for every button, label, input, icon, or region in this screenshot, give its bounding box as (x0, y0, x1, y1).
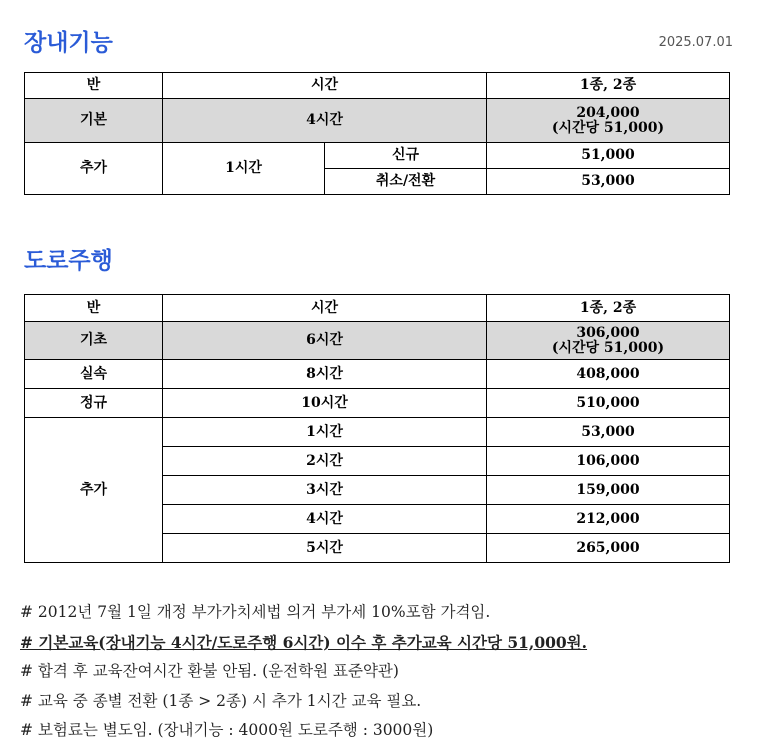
note-refund: # 합격 후 교육잔여시간 환불 안됨. (운전학원 표준약관) (20, 662, 399, 680)
header-price: 1종, 2종 (487, 73, 730, 99)
date-label: 2025.07.01 (658, 35, 733, 50)
row-time: 1시간 (163, 143, 325, 195)
table-header-row (25, 73, 730, 99)
row-time: 3시간 (163, 476, 487, 505)
table-row (25, 389, 730, 418)
price-per-hour: (시간당 51,000) (551, 119, 665, 136)
row-time: 8시간 (163, 360, 487, 389)
row-price: 53,000 (487, 418, 730, 447)
row-label: 기초 (25, 322, 163, 360)
table-row (25, 143, 730, 169)
notes-list (20, 598, 750, 746)
note-vat: # 2012년 7월 1일 개정 부가가치세법 의거 부가세 10%포함 가격임. (20, 603, 491, 621)
row-price: 265,000 (487, 534, 730, 563)
row-time: 4시간 (163, 505, 487, 534)
row-label: 실속 (25, 360, 163, 389)
table-row (25, 418, 730, 447)
row-price (487, 99, 730, 143)
row-price: 212,000 (487, 505, 730, 534)
row-label: 정규 (25, 389, 163, 418)
table-row (25, 360, 730, 389)
row-price: 53,000 (487, 169, 730, 195)
table-header-row (25, 295, 730, 322)
row-price: 51,000 (487, 143, 730, 169)
header-ban: 반 (25, 73, 163, 99)
row-price: 159,000 (487, 476, 730, 505)
header-time: 시간 (163, 295, 487, 322)
row-price (487, 322, 730, 360)
row-type: 취소/전환 (325, 169, 487, 195)
row-price: 510,000 (487, 389, 730, 418)
row-time: 4시간 (163, 99, 487, 143)
section-title-course-skill: 장내기능 (24, 30, 113, 56)
row-label: 추가 (25, 143, 163, 195)
road-driving-price-table (24, 294, 730, 563)
section-title-road-driving: 도로주행 (24, 248, 113, 274)
row-label: 추가 (25, 418, 163, 563)
row-time: 5시간 (163, 534, 487, 563)
note-class-change: # 교육 중 종별 전환 (1종 > 2종) 시 추가 1시간 교육 필요. (20, 691, 422, 710)
header-ban: 반 (25, 295, 163, 322)
row-label: 기본 (25, 99, 163, 143)
row-time: 6시간 (163, 322, 487, 360)
table-row (25, 322, 730, 360)
row-time: 2시간 (163, 447, 487, 476)
header-time: 시간 (163, 73, 487, 99)
price-value: 306,000 (576, 324, 640, 341)
row-type: 신규 (325, 143, 487, 169)
header-price: 1종, 2종 (487, 295, 730, 322)
price-per-hour: (시간당 51,000) (551, 339, 665, 356)
row-time: 1시간 (163, 418, 487, 447)
table-row (25, 99, 730, 143)
note-additional-rate: # 기본교육(장내기능 4시간/도로주행 6시간) 이수 후 추가교육 시간당 51,000원. (20, 632, 588, 652)
row-price: 408,000 (487, 360, 730, 389)
note-insurance: # 보험료는 별도임. (장내기능 : 4000원 도로주행 : 3000원) (20, 721, 434, 739)
row-time: 10시간 (163, 389, 487, 418)
price-value: 204,000 (576, 104, 640, 121)
course-skill-price-table (24, 72, 730, 195)
row-price: 106,000 (487, 447, 730, 476)
